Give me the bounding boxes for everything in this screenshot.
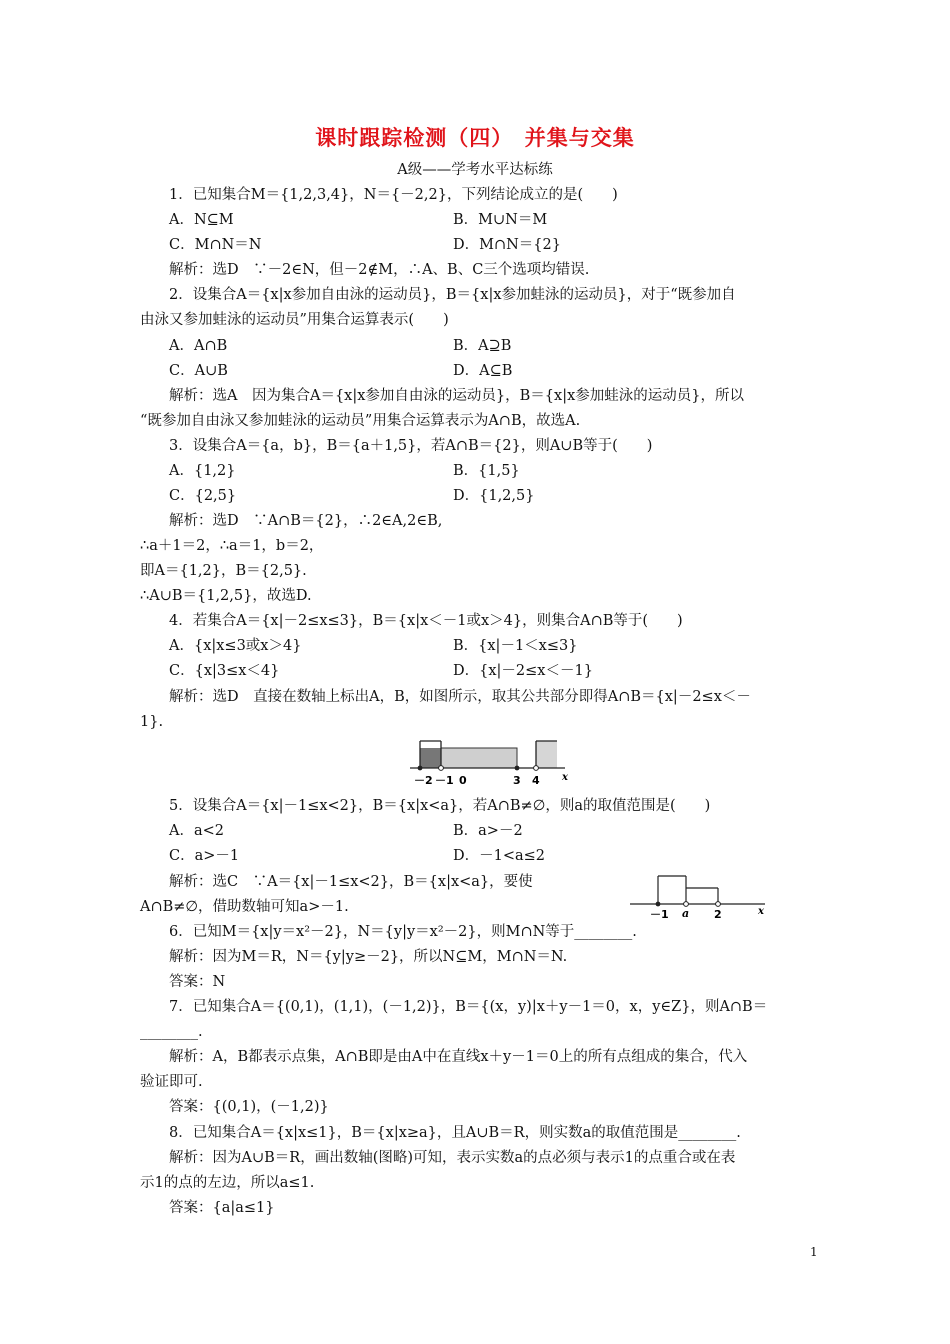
q5-solution-line-2: A∩B≠∅，借助数轴可知a>－1.	[140, 899, 349, 915]
q1-option-c: C．M∩N＝N	[169, 237, 262, 253]
tick-label: 0	[459, 774, 467, 787]
point-neg2	[418, 766, 423, 771]
q3-option-b: B．{1,5}	[453, 463, 520, 479]
q5-option-c: C．a>－1	[169, 848, 240, 864]
q4-solution-line-1: 解析：选D 直接在数轴上标出A，B，如图所示，取其公共部分即得A∩B＝{x|－2≤x＜－	[169, 689, 751, 705]
q3-solution-line-2: ∴a＋1＝2，∴a＝1，b＝2，	[140, 538, 324, 554]
question-7-line-2: ________.	[140, 1024, 203, 1040]
q7-solution-line-2: 验证即可.	[140, 1074, 203, 1090]
question-5: 5．设集合A＝{x|－1≤x<2}，B＝{x|x<a}，若A∩B≠∅，则a的取值范围是( )	[169, 798, 711, 814]
q3-option-d: D．{1,2,5}	[453, 488, 535, 504]
q3-solution-line-1: 解析：选D ∵A∩B＝{2}，∴2∈A,2∈B,	[169, 513, 443, 529]
q2-option-a: A．A∩B	[169, 338, 228, 354]
tick-label: －2	[414, 774, 433, 787]
tick-label: －1	[435, 774, 454, 787]
q1-solution: 解析：选D ∵－2∈N，但－2∉M，∴A、B、C三个选项均错误.	[169, 262, 590, 278]
q8-solution-line-2: 示1的点的左边，所以a≤1.	[140, 1175, 315, 1191]
tick-label: a	[682, 907, 690, 918]
q1-option-d: D．M∩N＝{2}	[453, 237, 561, 253]
tick-label: 3	[513, 774, 521, 787]
point-4	[534, 766, 539, 771]
q4-option-b: B．{x|－1＜x≤3}	[453, 638, 578, 654]
point-a	[684, 902, 689, 907]
q1-option-b: B．M∪N＝M	[453, 212, 548, 228]
q4-solution-line-2: 1}.	[140, 714, 164, 730]
q6-answer: 答案：N	[169, 974, 226, 990]
point-3	[515, 766, 520, 771]
q4-option-a: A．{x|x≤3或x＞4}	[169, 638, 302, 654]
q3-option-a: A．{1,2}	[169, 463, 236, 479]
page-subtitle: A级——学考水平达标练	[397, 162, 553, 178]
q5-option-a: A．a<2	[169, 823, 224, 839]
q2-option-c: C．A∪B	[169, 363, 228, 379]
tick-label: 4	[532, 774, 540, 787]
q2-option-b: B．A⊇B	[453, 338, 512, 354]
point-neg1	[656, 902, 661, 907]
axis-label: x	[562, 772, 568, 783]
q6-solution: 解析：因为M＝R，N＝{y|y≥－2}，所以N⊆M，M∩N＝N.	[169, 949, 568, 965]
q7-solution-line-1: 解析：A，B都表示点集，A∩B即是由A中在直线x＋y－1＝0上的所有点组成的集合，代入	[169, 1049, 748, 1065]
q5-solution-line-1: 解析：选C ∵A＝{x|－1≤x<2}，B＝{x|x<a}，要使	[169, 874, 533, 890]
q1-option-a: A．N⊆M	[169, 212, 234, 228]
q8-solution-line-1: 解析：因为A∪B＝R，画出数轴(图略)可知，表示实数a的点必须与表示1的点重合或在表	[169, 1150, 736, 1166]
question-4: 4．若集合A＝{x|－2≤x≤3}，B＝{x|x＜－1或x＞4}，则集合A∩B等于( )	[169, 613, 683, 629]
point-neg1	[439, 766, 444, 771]
region-b-right	[536, 741, 557, 768]
q7-answer: 答案：{(0,1)，(－1,2)}	[169, 1099, 329, 1115]
q5-option-b: B．a>－2	[453, 823, 523, 839]
q3-option-c: C．{2,5}	[169, 488, 237, 504]
question-6: 6．已知M＝{x|y＝x²－2}，N＝{y|y＝x²－2}，则M∩N等于________.	[169, 924, 637, 940]
q4-number-line-figure	[405, 735, 585, 787]
q3-solution-line-4: ∴A∪B＝{1,2,5}，故选D.	[140, 588, 312, 604]
q5-option-d: D．－1<a≤2	[453, 848, 546, 864]
q2-solution-line-1: 解析：选A 因为集合A＝{x|x参加自由泳的运动员}，B＝{x|x参加蛙泳的运动员}，所以	[169, 388, 744, 404]
page-number: 1	[810, 1245, 818, 1259]
q2-solution-line-2: “既参加自由泳又参加蛙泳的运动员”用集合运算表示为A∩B，故选A.	[140, 413, 581, 429]
q5-number-line-figure	[630, 866, 770, 918]
axis-label: x	[758, 906, 764, 917]
q4-option-c: C．{x|3≤x＜4}	[169, 663, 280, 679]
question-2-line-2: 由泳又参加蛙泳的运动员”用集合运算表示( )	[140, 312, 449, 328]
question-8: 8．已知集合A＝{x|x≤1}，B＝{x|x≥a}，且A∪B＝R，则实数a的取值范围是________.	[169, 1125, 741, 1141]
question-1: 1．已知集合M＝{1,2,3,4}，N＝{－2,2}，下列结论成立的是( )	[169, 187, 618, 203]
tick-label: －1	[650, 908, 669, 918]
q8-answer: 答案：{a|a≤1}	[169, 1200, 275, 1216]
q2-option-d: D．A⊆B	[453, 363, 513, 379]
question-2-line-1: 2．设集合A＝{x|x参加自由泳的运动员}，B＝{x|x参加蛙泳的运动员}，对于“既参加自	[169, 287, 736, 303]
point-2	[716, 902, 721, 907]
question-7-line-1: 7．已知集合A＝{(0,1)，(1,1)，(－1,2)}，B＝{(x，y)|x＋y－1＝0，x，y∈Z}，则A∩B＝	[169, 999, 768, 1015]
shaded-region-a-and-b	[420, 748, 441, 768]
question-3: 3．设集合A＝{a，b}，B＝{a＋1,5}，若A∩B＝{2}，则A∪B等于( )	[169, 438, 653, 454]
q3-solution-line-3: 即A＝{1,2}，B＝{2,5}.	[140, 563, 307, 579]
tick-label: 2	[714, 908, 722, 918]
region-a-rest	[441, 748, 517, 768]
q4-option-d: D．{x|－2≤x＜－1}	[453, 663, 593, 679]
page-title: 课时跟踪检测（四） 并集与交集	[315, 125, 635, 150]
